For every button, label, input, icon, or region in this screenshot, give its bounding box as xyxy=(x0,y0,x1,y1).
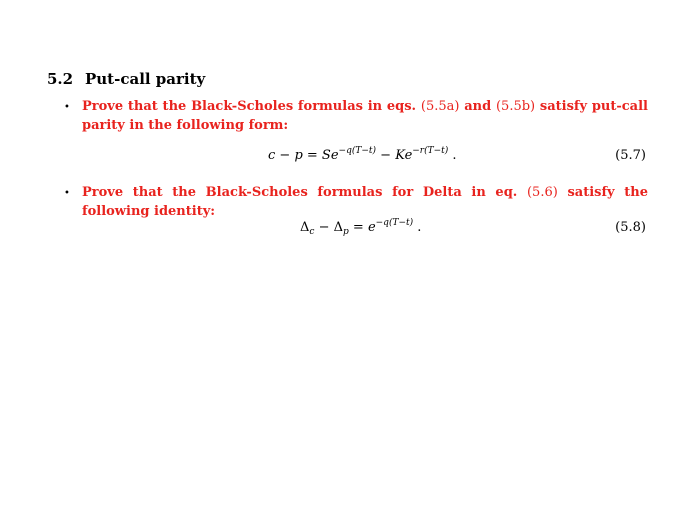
equation-number-5-8: (5.8) xyxy=(615,220,646,235)
item-2-text-part2: satisfy the following identity: xyxy=(82,185,648,219)
equation-5-8-end: . xyxy=(413,220,422,235)
section-title: Put-call parity xyxy=(85,70,206,88)
section-number: 5.2 xyxy=(47,70,74,88)
item-1-text-part3: satisfy put-call parity in the following form: xyxy=(82,99,648,133)
equation-5-8-equals: = xyxy=(348,220,368,235)
bullet-2: • xyxy=(64,188,70,199)
section-heading xyxy=(47,70,205,88)
equation-5-7-lhs: c − p = xyxy=(268,148,322,163)
item-1-text-part2: and xyxy=(459,99,496,114)
item-2-text-part1: Prove that the Black-Scholes formulas for Delta in eq. xyxy=(82,185,527,200)
equation-5-8-exp: −q(T−t) xyxy=(375,218,414,228)
bullet-1: • xyxy=(64,102,70,113)
equation-5-7-term2: Ke xyxy=(395,148,413,163)
equation-5-8-sub-c: c xyxy=(309,227,315,237)
equation-5-7-exp1: −q(T−t) xyxy=(338,146,377,156)
equation-5-8 xyxy=(300,218,421,237)
equation-5-8-delta-c: Δ xyxy=(300,220,310,235)
equation-5-7-end: . xyxy=(448,148,457,163)
equation-5-7-exp2: −r(T−t) xyxy=(412,146,449,156)
equation-ref-5-5b: (5.5b) xyxy=(495,99,536,114)
equation-number-5-7: (5.7) xyxy=(615,148,646,163)
equation-5-7-minus: − xyxy=(376,148,396,163)
equation-ref-5-5a: (5.5a) xyxy=(420,99,460,114)
equation-5-8-base: e xyxy=(367,220,376,235)
equation-5-8-sub-p: p xyxy=(343,227,349,237)
equation-5-7-term1: Se xyxy=(321,148,339,163)
equation-5-8-delta-p: Δ xyxy=(333,220,343,235)
equation-5-7 xyxy=(268,146,457,163)
equation-ref-5-6: (5.6) xyxy=(526,185,558,200)
item-2-text xyxy=(82,183,648,221)
item-1-text-part1: Prove that the Black-Scholes formulas in eqs. xyxy=(82,99,421,114)
item-1-text xyxy=(82,97,648,135)
equation-5-8-minus: − xyxy=(314,220,334,235)
